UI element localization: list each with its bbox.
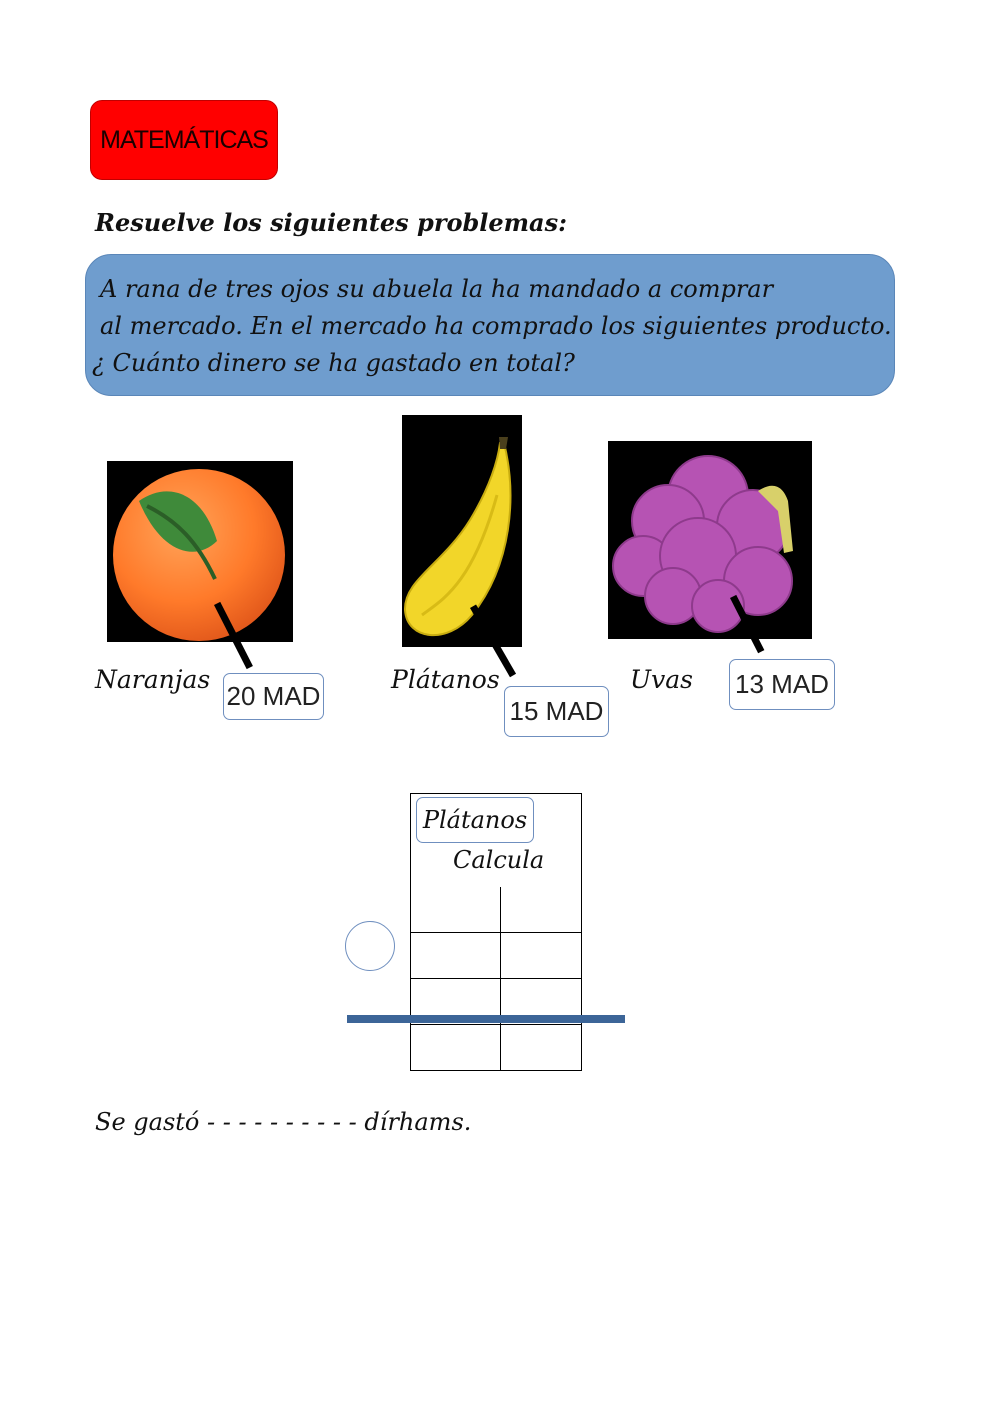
digit-cell-units-1[interactable] <box>501 887 581 933</box>
problem-statement <box>85 254 895 396</box>
problem-line: al mercado. En el mercado ha comprado los siguientes producto. <box>100 312 892 340</box>
product-label-uvas: Uvas <box>630 665 693 694</box>
result-cell-units[interactable] <box>501 1025 581 1070</box>
instruction-text: Resuelve los siguientes problemas: <box>95 208 567 237</box>
subject-badge <box>90 100 278 180</box>
result-blank[interactable]: - - - - - - - - - - <box>207 1108 357 1136</box>
subject-title: MATEMÁTICAS <box>100 125 268 154</box>
result-cell-tens[interactable] <box>411 1025 501 1070</box>
result-suffix: dírhams. <box>364 1108 472 1136</box>
result-sentence <box>95 1108 471 1136</box>
problem-line: A rana de tres ojos su abuela la ha mandado a comprar <box>100 275 774 303</box>
problem-line: ¿ Cuánto dinero se ha gastado en total? <box>92 349 575 377</box>
price-box-uvas[interactable]: 13 MAD <box>729 659 835 710</box>
calculation-caption: Calcula <box>453 846 545 874</box>
price-box-platanos[interactable]: 15 MAD <box>504 686 609 737</box>
sum-line <box>347 1015 625 1023</box>
calculation-grid <box>410 793 582 1071</box>
selected-product-chip[interactable]: Plátanos <box>416 797 534 843</box>
product-label-naranjas: Naranjas <box>95 665 211 694</box>
digit-cell-units-2[interactable] <box>501 933 581 979</box>
digit-cell-tens-2[interactable] <box>411 933 501 979</box>
price-box-naranjas[interactable]: 20 MAD <box>223 673 324 720</box>
calculation-header <box>411 794 581 888</box>
banana-image <box>402 415 522 647</box>
operator-input[interactable] <box>345 921 395 971</box>
result-prefix: Se gastó <box>95 1108 200 1136</box>
grapes-image <box>608 441 812 639</box>
orange-image <box>107 461 293 642</box>
product-label-platanos: Plátanos <box>391 665 500 694</box>
digit-cell-tens-1[interactable] <box>411 887 501 933</box>
